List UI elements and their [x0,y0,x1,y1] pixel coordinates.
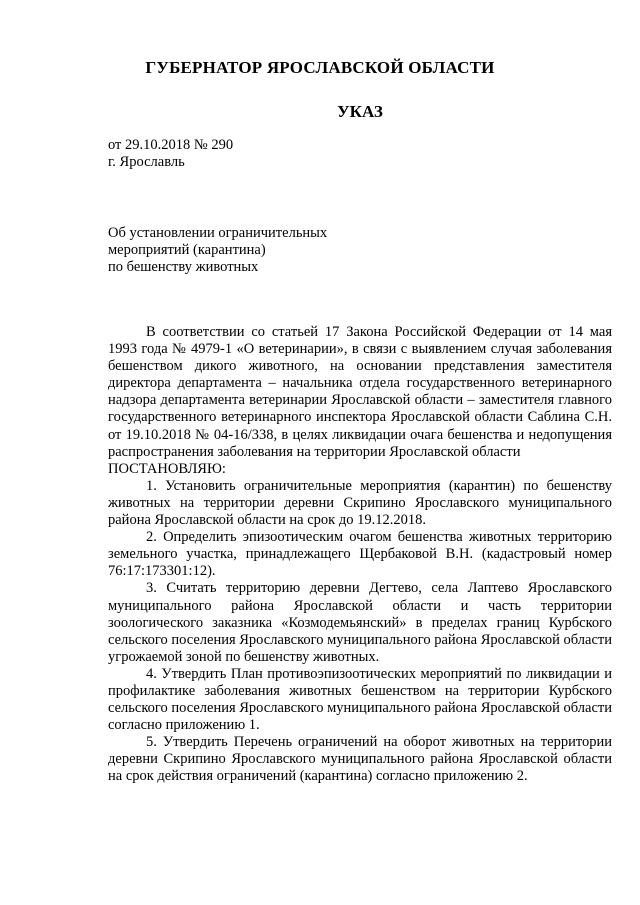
document-date-number: от 29.10.2018 № 290 [108,137,234,153]
preamble-paragraph: В соответствии со статьей 17 Закона Российской Федерации от 14 мая 1993 года № 4979-1 «О ветеринарии», в связи с выявлением случая заболевания бешенством дикого животного, на основании представления заместителя директора департамента – начальника отдела государственного ветеринарного надзора департамента ветеринарии Ярославской области – заместителя главного государственного ветеринарного инспектора Ярославской области Саблина С.Н. от 19.10.2018 № 04-16/338, в целях ликвидации очага бешенства и недопущения распространения заболевания на территории Ярославской области [108,324,612,460]
clause-1: 1. Установить ограничительные мероприятия (карантин) по бешенству животных на территории деревни Скрипино Ярославского муниципального района Ярославской области на срок до 19.12.2018. [108,477,612,529]
decree-word: ПОСТАНОВЛЯЮ: [108,460,226,477]
authority-heading: ГУБЕРНАТОР ЯРОСЛАВСКОЙ ОБЛАСТИ [145,58,495,77]
subject-line: по бешенству животных [108,259,259,275]
subject-line: мероприятий (карантина) [108,242,266,258]
clause-2: 2. Определить эпизоотическим очагом бешенства животных территорию земельного участка, принадлежащего Щербаковой В.Н. (кадастровый номер 76:17:173301:12). [108,529,612,580]
clause-5: 5. Утвердить Перечень ограничений на оборот животных на территории деревни Скрипино Ярославского муниципального района Ярославской области на срок действия ограничений (карантина) согласно приложению 2. [108,734,612,785]
document-city: г. Ярославль [108,154,185,170]
document-subject [108,225,327,276]
document-type-heading: УКАЗ [337,102,383,121]
document-body [108,324,612,786]
subject-line: Об установлении ограничительных [108,225,328,241]
clause-4: 4. Утвердить План противоэпизоотических мероприятий по ликвидации и профилактике заболевания животных бешенством на территории Курбского сельского поселения Ярославского муниципального района Ярославской области согласно приложению 1. [108,665,612,734]
clause-3: 3. Считать территорию деревни Дегтево, села Лаптево Ярославского муниципального района Ярославской области и часть территории зоологического заказника «Козмодемьянский» в пределах границ Курбского сельского поселения Ярославского муниципального района Ярославской области угрожаемой зоной по бешенству животных. [108,580,612,665]
